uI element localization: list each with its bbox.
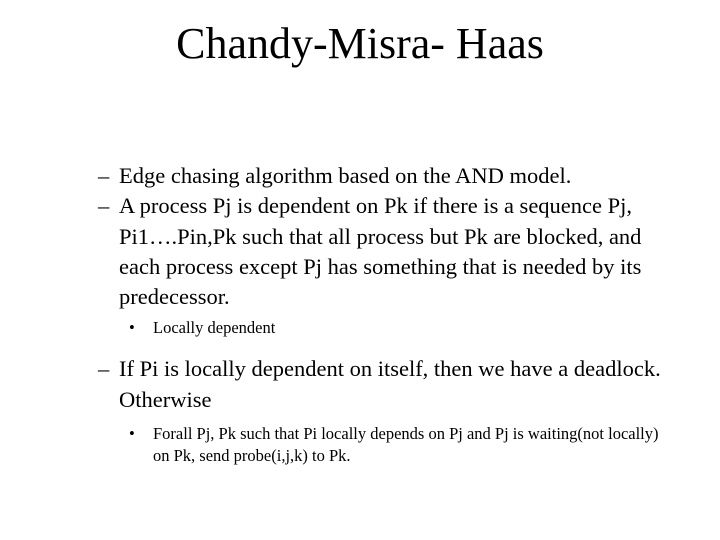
dash-marker: –: [98, 356, 110, 382]
slide-title: Chandy-Misra- Haas: [176, 19, 544, 68]
bullet-text: Forall Pj, Pk such that Pi locally depends on Pj and Pj is waiting(not locally) on Pk, send probe(i,j,k) to Pk.: [153, 424, 659, 466]
bullet-process-dependency: [98, 191, 678, 312]
dot-marker: •: [129, 424, 135, 444]
bullet-text: A process Pj is dependent on Pk if there is a sequence Pj, Pi1….Pin,Pk such that all process but Pk are blocked, and each process except Pj has something that is needed by its predecessor.: [119, 193, 642, 310]
sub-bullet-send-probe: [119, 423, 678, 467]
bullet-deadlock-condition: [98, 354, 678, 415]
bullet-list: [98, 161, 678, 467]
bullet-text: Edge chasing algorithm based on the AND model.: [119, 163, 572, 188]
dash-marker: –: [98, 163, 110, 188]
bullet-text: Locally dependent: [153, 318, 276, 338]
dot-marker: •: [129, 318, 135, 338]
bullet-edge-chasing: [98, 161, 678, 191]
bullet-text: If Pi is locally dependent on itself, then we have a deadlock. Otherwise: [119, 356, 661, 412]
dash-marker: –: [98, 193, 110, 219]
sub-bullet-locally-dependent: [119, 317, 678, 339]
